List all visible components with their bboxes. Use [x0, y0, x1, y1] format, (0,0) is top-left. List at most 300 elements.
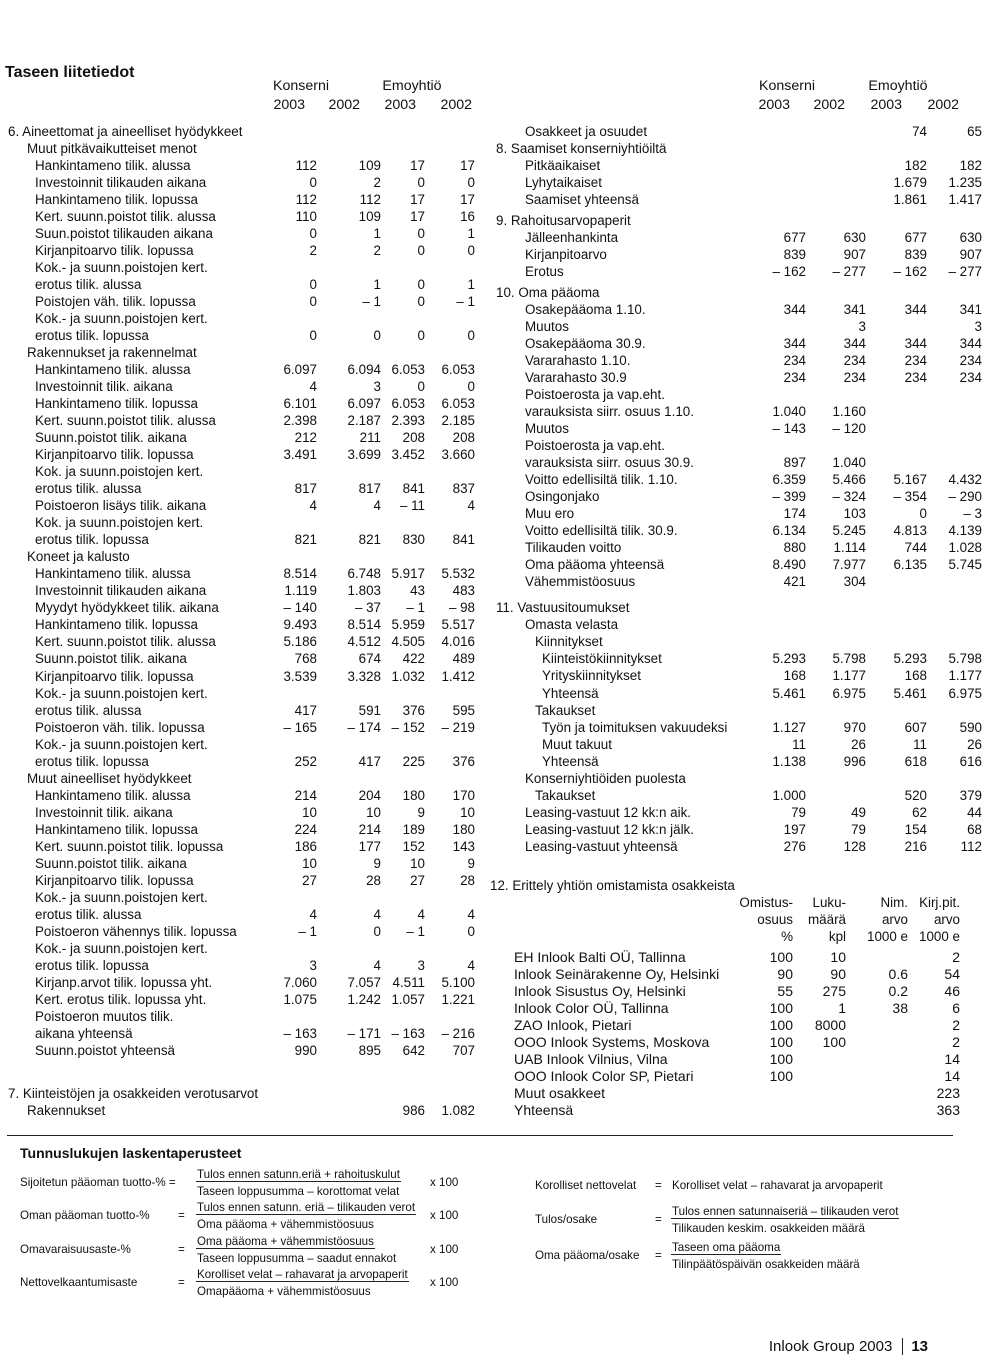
value-cell: 677: [904, 230, 927, 246]
company-name: UAB Inlook Vilnius, Vilna: [514, 1051, 668, 1068]
table-row: [8, 582, 475, 599]
value-cell: 3: [373, 379, 381, 395]
table-row: [8, 753, 475, 770]
shares-row: [490, 1034, 960, 1051]
value-cell: 8.514: [283, 566, 317, 582]
value-cell: 1.679: [893, 175, 927, 191]
value-cell: 17: [410, 192, 425, 208]
year: 2002: [328, 97, 360, 113]
value-cell: 1: [467, 277, 475, 293]
row-label: Hankintameno tilik. alussa: [35, 158, 191, 174]
value-cell: 211: [359, 430, 381, 446]
shares-header-cell: %: [781, 929, 793, 945]
shares-value: 1: [838, 1000, 846, 1017]
value-cell: 3.539: [283, 668, 317, 684]
table-row: [496, 702, 956, 719]
value-cell: 1.138: [772, 753, 806, 769]
right-notes-table: [496, 123, 982, 855]
row-label: Muutos: [525, 319, 569, 335]
year: 2003: [384, 97, 416, 113]
header-konserni: Konserni: [759, 78, 815, 94]
value-cell: 6.053: [391, 362, 425, 378]
shares-value: 14: [944, 1051, 960, 1068]
page-title: Taseen liitetiedot: [5, 64, 135, 81]
ratio-formula: [535, 1241, 945, 1273]
row-label: 11. Vastuusitoumukset: [496, 600, 630, 616]
value-cell: 26: [851, 736, 866, 752]
formula-denominator: Tilinpäätöspäivän osakkeiden määrä: [672, 1258, 860, 1271]
table-row: [496, 633, 956, 650]
shares-value: 55: [777, 983, 793, 1000]
value-cell: 6.097: [283, 362, 317, 378]
value-cell: 3.491: [283, 447, 317, 463]
table-row: [496, 804, 982, 821]
header-emoyhtio: Emoyhtiö: [868, 78, 928, 94]
value-cell: 4: [467, 498, 475, 514]
row-label: Takaukset: [535, 787, 596, 803]
value-cell: 970: [843, 719, 866, 735]
value-cell: 839: [783, 247, 806, 263]
row-label: Poistoerosta ja vap.eht.: [525, 438, 665, 454]
value-cell: 234: [783, 370, 806, 386]
shares-value: 0.6: [888, 966, 908, 983]
value-cell: 186: [294, 838, 317, 854]
row-label: Poistoeron väh. tilik. lopussa: [35, 719, 205, 735]
row-label: Työn ja toimituksen vakuudeksi: [542, 719, 728, 735]
table-row: [8, 174, 475, 191]
value-cell: 3: [417, 957, 425, 973]
value-cell: 5.917: [391, 566, 425, 582]
row-label: Kok. ja suunn.poistojen kert.: [35, 515, 204, 531]
formula-label: Omavaraisuusaste-%: [20, 1243, 131, 1256]
row-label: Poistoeron lisäys tilik. aikana: [35, 498, 207, 514]
row-label: Hankintameno tilik. lopussa: [35, 192, 199, 208]
table-row: [8, 838, 475, 855]
value-cell: 0: [467, 175, 475, 191]
shares-header-row: [490, 894, 960, 911]
value-cell: 0: [309, 175, 317, 191]
table-row: [496, 420, 956, 437]
row-label: Leasing-vastuut 12 kk:n aik.: [525, 804, 691, 820]
value-cell: 9: [373, 855, 381, 871]
value-cell: 5.466: [832, 472, 866, 488]
value-cell: 6.101: [283, 396, 317, 412]
shares-table: [490, 877, 960, 1119]
value-cell: – 324: [832, 489, 866, 505]
value-cell: 128: [843, 838, 866, 854]
formula-label: Korolliset nettovelat: [535, 1179, 637, 1192]
value-cell: 234: [959, 353, 982, 369]
value-cell: 0: [373, 923, 381, 939]
value-cell: – 37: [354, 600, 381, 616]
shares-value: 363: [936, 1102, 960, 1119]
company-name: OOO Inlook Color SP, Pietari: [514, 1068, 694, 1085]
shares-row: [490, 983, 960, 1000]
value-cell: 0: [467, 923, 475, 939]
value-cell: 112: [960, 838, 982, 854]
row-label: Kirjanpitoarvo tilik. lopussa: [35, 668, 194, 684]
value-cell: 2: [373, 175, 381, 191]
table-row: [8, 1008, 472, 1025]
table-row: [8, 1025, 475, 1042]
row-label: 9. Rahoitusarvopaperit: [496, 213, 631, 229]
value-cell: 4: [417, 906, 425, 922]
row-label: Poistoerosta ja vap.eht.: [525, 387, 665, 403]
row-label: Kok.- ja suunn.poistojen kert.: [35, 685, 208, 701]
shares-header-cell: 1000 e: [919, 929, 960, 945]
table-row: [496, 685, 982, 702]
table-row: [496, 263, 982, 280]
value-cell: 4.016: [441, 634, 475, 650]
shares-value: 46: [944, 983, 960, 1000]
row-label: Investoinnit tilik. aikana: [35, 379, 173, 395]
table-row: [496, 616, 956, 633]
value-cell: – 1: [298, 923, 317, 939]
row-label: Leasing-vastuut yhteensä: [525, 838, 678, 854]
value-cell: – 354: [893, 489, 927, 505]
equals-sign: =: [655, 1249, 662, 1262]
value-cell: 182: [959, 158, 982, 174]
table-row: [8, 787, 475, 804]
shares-header-cell: Luku-: [812, 895, 846, 911]
value-cell: 1.235: [948, 175, 982, 191]
value-cell: – 140: [283, 600, 317, 616]
value-cell: 341: [843, 302, 866, 318]
value-cell: 0: [417, 175, 425, 191]
right-column-headers: [737, 78, 959, 116]
table-row: [496, 386, 956, 403]
shares-value: 100: [769, 1051, 793, 1068]
value-cell: 5.959: [391, 617, 425, 633]
shares-header-cell: kpl: [828, 929, 846, 945]
row-label: Myydyt hyödykkeet tilik. aikana: [35, 600, 219, 616]
value-cell: 17: [460, 192, 475, 208]
value-cell: 821: [358, 532, 381, 548]
row-label: 6. Aineettomat ja aineelliset hyödykkeet: [8, 124, 243, 139]
row-label: Rakennukset ja rakennelmat: [27, 345, 197, 361]
row-label: Investoinnit tilikauden aikana: [35, 175, 207, 191]
value-cell: 4: [467, 957, 475, 973]
value-cell: 1.412: [441, 668, 475, 684]
shares-value: 54: [944, 966, 960, 983]
value-cell: 252: [294, 753, 317, 769]
value-cell: 1.114: [833, 540, 866, 556]
value-cell: 1.040: [832, 455, 866, 471]
company-name: Yhteensä: [514, 1102, 574, 1119]
year: 2003: [273, 97, 305, 113]
value-cell: 214: [358, 821, 381, 837]
table-row: [8, 855, 475, 872]
value-cell: 0: [309, 226, 317, 242]
value-cell: 4: [373, 957, 381, 973]
value-cell: 841: [402, 481, 425, 497]
table-row: [8, 719, 475, 736]
table-row: [8, 463, 472, 480]
row-label: Osakkeet ja osuudet: [525, 124, 648, 139]
value-cell: 897: [783, 455, 806, 471]
value-cell: 28: [366, 872, 381, 888]
table-row: [8, 650, 475, 667]
table-row: [496, 454, 956, 471]
value-cell: 6.053: [441, 362, 475, 378]
value-cell: 489: [452, 651, 475, 667]
row-label: Muutos: [525, 421, 569, 437]
table-row: [496, 174, 982, 191]
row-label: Kirjanpitoarvo: [525, 247, 607, 263]
table-row: [496, 539, 982, 556]
left-notes-table: [8, 123, 475, 1059]
value-cell: 817: [294, 481, 317, 497]
value-cell: 224: [294, 821, 317, 837]
row-label: Suunn.poistot yhteensä: [35, 1042, 175, 1058]
value-cell: 907: [959, 247, 982, 263]
row-label: Kirjanpitoarvo tilik. lopussa: [35, 447, 194, 463]
row-label: Pitkäaikaiset: [525, 158, 601, 174]
value-cell: 1.177: [948, 668, 982, 684]
value-cell: 49: [851, 804, 866, 820]
table-row: [8, 344, 472, 361]
value-cell: 0: [417, 277, 425, 293]
value-cell: 1.127: [772, 719, 806, 735]
row-label: Yhteensä: [542, 753, 599, 769]
value-cell: 1: [373, 226, 381, 242]
table-row: [8, 361, 475, 378]
value-cell: 1.075: [283, 991, 317, 1007]
value-cell: 180: [402, 787, 425, 803]
value-cell: – 152: [391, 719, 425, 735]
value-cell: 1.119: [284, 583, 317, 599]
value-cell: – 216: [441, 1025, 475, 1041]
value-cell: 9: [467, 855, 475, 871]
company-name: Inlook Seinärakenne Oy, Helsinki: [514, 966, 720, 983]
shares-value: 100: [769, 1017, 793, 1034]
value-cell: 27: [410, 872, 425, 888]
value-cell: 10: [302, 855, 317, 871]
value-cell: 234: [904, 370, 927, 386]
value-cell: 2.185: [441, 413, 475, 429]
shares-value: 0.2: [888, 983, 908, 1000]
value-cell: 10: [366, 804, 381, 820]
shares-row: [490, 1102, 960, 1119]
table-row: [8, 531, 475, 548]
value-cell: 707: [452, 1042, 475, 1058]
formula-denominator: Taseen loppusumma – korottomat velat: [197, 1185, 400, 1198]
table-row: [8, 310, 472, 327]
value-cell: 214: [294, 787, 317, 803]
formula-label: Oma pääoma/osake: [535, 1249, 640, 1262]
company-name: Inlook Color OÜ, Tallinna: [514, 1000, 669, 1017]
table-row: [496, 505, 982, 522]
ratio-formula: [20, 1269, 470, 1301]
table-row: [8, 514, 472, 531]
table-row: [496, 838, 982, 855]
table-row: [8, 685, 472, 702]
year: 2002: [927, 97, 959, 113]
shares-row: [490, 1051, 960, 1068]
row-label: Muut takuut: [542, 736, 612, 752]
table-row: [496, 335, 982, 352]
value-cell: 110: [295, 209, 317, 225]
table-row: [8, 123, 472, 140]
value-cell: 1.803: [347, 583, 381, 599]
row-label: Osingonjako: [525, 489, 600, 505]
table-row: [496, 284, 956, 301]
value-cell: 17: [410, 158, 425, 174]
row-label: Koneet ja kalusto: [27, 549, 130, 565]
row-label: Kok.- ja suunn.poistojen kert.: [35, 736, 208, 752]
value-cell: 44: [967, 804, 982, 820]
value-cell: 1.082: [441, 1103, 475, 1119]
value-cell: 112: [359, 192, 381, 208]
row-label: Kert. suunn.poistot tilik. alussa: [35, 209, 216, 225]
value-cell: – 11: [399, 498, 425, 514]
table-row: [496, 650, 982, 667]
value-cell: 234: [959, 370, 982, 386]
value-cell: – 162: [772, 264, 806, 280]
row-label: Erotus: [525, 264, 564, 280]
table-row: [8, 974, 475, 991]
value-cell: 208: [402, 430, 425, 446]
value-cell: 616: [959, 753, 982, 769]
value-cell: 744: [904, 540, 927, 556]
shares-value: 275: [822, 983, 846, 1000]
ratio-formula: [20, 1202, 470, 1234]
value-cell: 895: [358, 1042, 381, 1058]
ratio-formula: [535, 1205, 945, 1237]
value-cell: 5.186: [283, 634, 317, 650]
table-row: [8, 1042, 475, 1059]
value-cell: 182: [904, 158, 927, 174]
value-cell: 4: [373, 906, 381, 922]
table-row: [496, 770, 956, 787]
value-cell: 677: [783, 230, 806, 246]
row-label: Poistojen väh. tilik. lopussa: [35, 294, 196, 310]
row-label: Muu ero: [525, 506, 575, 522]
value-cell: 4.512: [347, 634, 381, 650]
value-cell: 74: [912, 124, 927, 139]
header-emoyhtio: Emoyhtiö: [382, 78, 442, 94]
row-label: erotus tilik. lopussa: [35, 957, 149, 973]
value-cell: 630: [959, 230, 982, 246]
table-row: [8, 923, 475, 940]
value-cell: 197: [783, 821, 806, 837]
table-row: [8, 770, 472, 787]
value-cell: 5.745: [948, 557, 982, 573]
value-cell: 43: [410, 583, 425, 599]
shares-value: 14: [944, 1068, 960, 1085]
value-cell: 5.461: [772, 685, 806, 701]
table-row: [8, 242, 475, 259]
row-label: Investoinnit tilik. aikana: [35, 804, 173, 820]
value-cell: 8.490: [772, 557, 806, 573]
value-cell: – 1: [406, 923, 425, 939]
table-row: [496, 246, 982, 263]
value-cell: – 3: [963, 506, 982, 522]
value-cell: – 98: [448, 600, 475, 616]
value-cell: 1.861: [893, 192, 927, 208]
value-cell: 520: [904, 787, 927, 803]
value-cell: 607: [904, 719, 927, 735]
value-cell: 4: [373, 498, 381, 514]
table-row: [8, 378, 475, 395]
value-cell: 1.040: [772, 404, 806, 420]
shares-value: 90: [777, 966, 793, 983]
table-row: [8, 140, 472, 157]
value-cell: 1.000: [772, 787, 806, 803]
value-cell: 103: [843, 506, 866, 522]
row-label: aikana yhteensä: [35, 1025, 133, 1041]
formula-numerator: Oma pääoma + vähemmistöosuus: [197, 1235, 374, 1248]
shares-value: 100: [769, 949, 793, 966]
row-label: Jälleenhankinta: [525, 230, 619, 246]
value-cell: 344: [783, 302, 806, 318]
shares-header-cell: Nim.: [880, 895, 908, 911]
table-row: [8, 599, 475, 616]
row-label: Hankintameno tilik. lopussa: [35, 617, 199, 633]
shares-value: 100: [769, 1068, 793, 1085]
value-cell: 841: [452, 532, 475, 548]
value-cell: 5.293: [893, 651, 927, 667]
shares-row: [490, 1085, 960, 1102]
table-row: [8, 872, 475, 889]
row-label: Yrityskiinnitykset: [542, 668, 641, 684]
formula-numerator: Tulos ennen satunnaiseriä – tilikauden verot: [672, 1205, 899, 1218]
row-label: Oma pääoma yhteensä: [525, 557, 665, 573]
value-cell: 379: [959, 787, 982, 803]
value-cell: 5.100: [441, 974, 475, 990]
row-label: Kert. suunn.poistot tilik. lopussa: [35, 838, 224, 854]
page-number: 13: [902, 1338, 928, 1355]
formula-denominator: Tilikauden keskim. osakkeiden määrä: [672, 1222, 865, 1235]
value-cell: 212: [294, 430, 317, 446]
row-label: 8. Saamiset konserniyhtiöiltä: [496, 141, 667, 157]
value-cell: 3.452: [391, 447, 425, 463]
value-cell: 590: [959, 719, 982, 735]
value-cell: 9: [417, 804, 425, 820]
row-label: Osakepääoma 30.9.: [525, 336, 646, 352]
value-cell: 7.057: [347, 974, 381, 990]
row-label: Hankintameno tilik. alussa: [35, 787, 191, 803]
value-cell: 154: [904, 821, 927, 837]
shares-value: 90: [830, 966, 846, 983]
shares-row: [490, 966, 960, 983]
value-cell: 0: [309, 328, 317, 344]
value-cell: 483: [452, 583, 475, 599]
shares-value: 2: [952, 1034, 960, 1051]
value-cell: 6.135: [893, 557, 927, 573]
value-cell: – 143: [772, 421, 806, 437]
value-cell: 4: [309, 498, 317, 514]
value-cell: 3: [974, 319, 982, 335]
value-cell: 986: [402, 1103, 425, 1119]
table-row: [8, 1102, 475, 1119]
table-row: [496, 488, 982, 505]
equals-sign: =: [178, 1276, 185, 1289]
row-label: Muut aineelliset hyödykkeet: [27, 770, 192, 786]
value-cell: 5.532: [441, 566, 475, 582]
value-cell: 234: [904, 353, 927, 369]
row-label: Suunn.poistot tilik. aikana: [35, 651, 187, 667]
table-row: [496, 522, 982, 539]
value-cell: 8.514: [347, 617, 381, 633]
table-row: [8, 668, 475, 685]
shares-row: [490, 1068, 960, 1085]
row-label: Kok.- ja suunn.poistojen kert.: [35, 311, 208, 327]
row-label: Hankintameno tilik. alussa: [35, 566, 191, 582]
table-row: [8, 327, 475, 344]
value-cell: 11: [792, 736, 806, 752]
value-cell: 17: [410, 209, 425, 225]
